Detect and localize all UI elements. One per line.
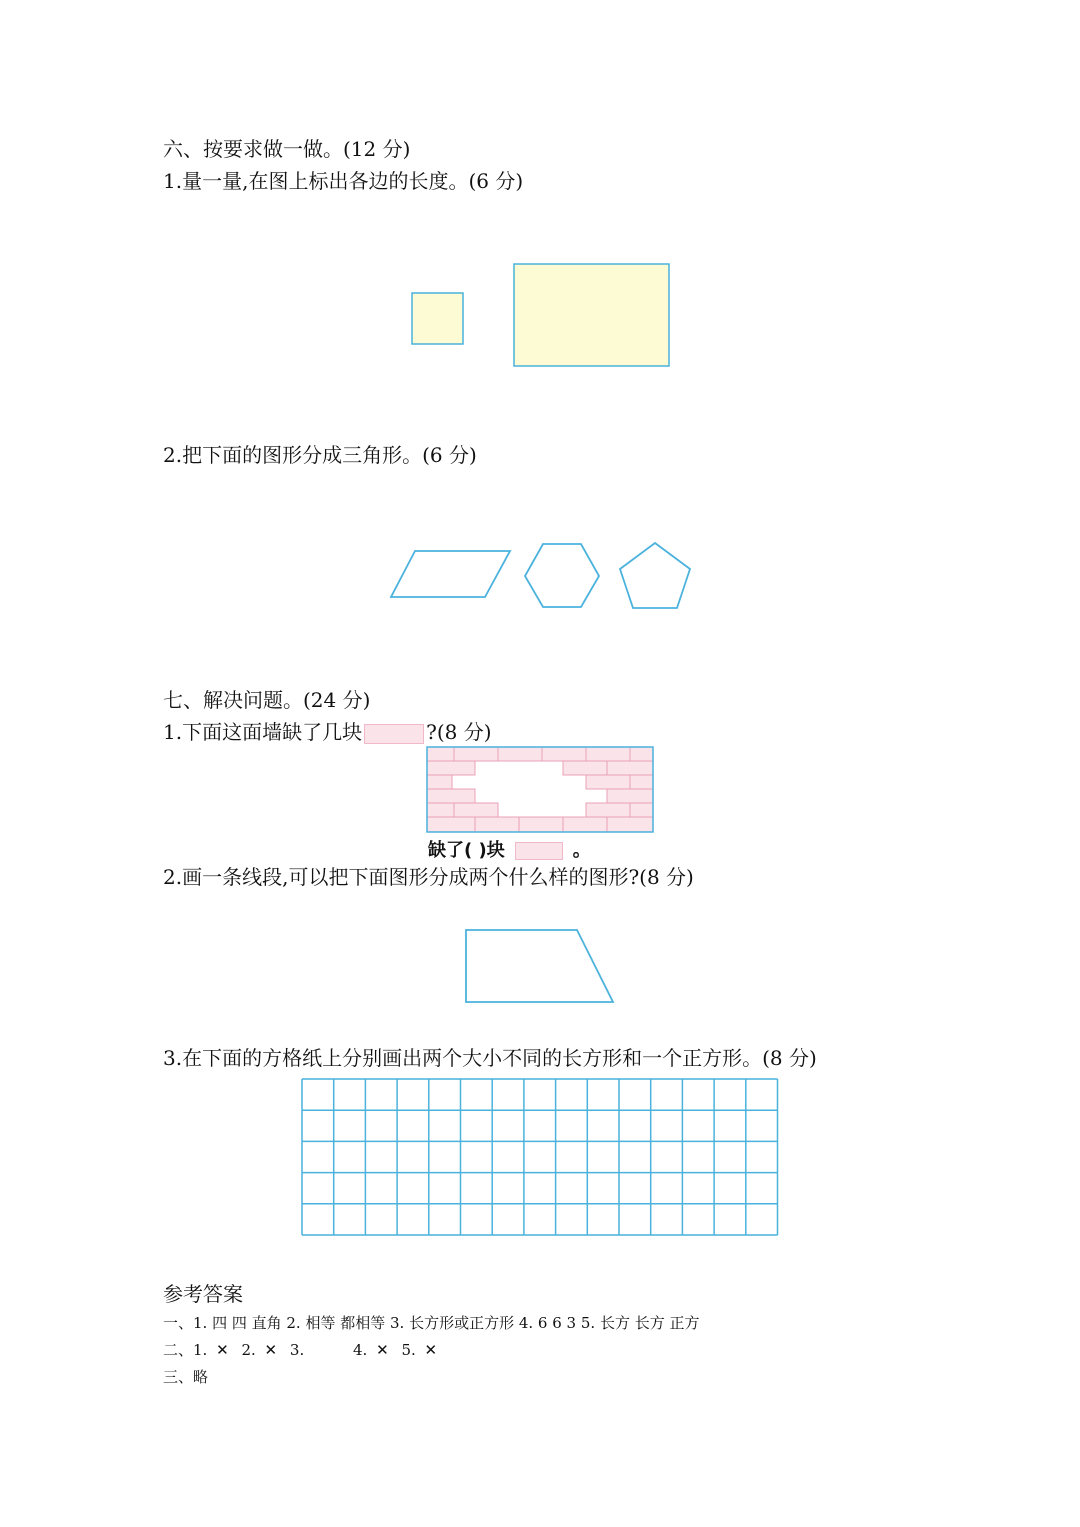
cross-icon: ✕ — [216, 1341, 229, 1359]
cross-icon: ✕ — [264, 1341, 278, 1359]
section7-question3: 3.在下面的方格纸上分别画出两个大小不同的长方形和一个正方形。(8 分) — [163, 1046, 817, 1070]
answer2-item1: 二、1. — [163, 1341, 208, 1359]
answer2-item3: 3. — [289, 1341, 305, 1359]
question1-text: 1.下面这面墙缺了几块 — [163, 720, 363, 744]
cross-icon: ✕ — [424, 1341, 438, 1359]
section7-title: 七、解决问题。(24 分) — [163, 688, 371, 712]
answer2-item2: 2. — [241, 1341, 256, 1359]
answer2-item4: 4. — [353, 1341, 368, 1359]
answers-line2 — [163, 1340, 445, 1360]
answers-line3: 三、略 — [163, 1368, 209, 1386]
cross-icon: ✕ — [376, 1341, 389, 1359]
section6-question2: 2.把下面的图形分成三角形。(6 分) — [163, 443, 477, 467]
section6-title: 六、按要求做一做。(12 分) — [163, 137, 411, 161]
section7-question2: 2.画一条线段,可以把下面图形分成两个什么样的图形?(8 分) — [163, 865, 694, 889]
section6-question1: 1.量一量,在图上标出各边的长度。(6 分) — [163, 169, 524, 193]
question1-score: ?(8 分) — [426, 720, 492, 744]
answers-title: 参考答案 — [163, 1282, 243, 1306]
answer-period: 。 — [572, 840, 591, 861]
answer-blank-text: 缺了( )块 — [428, 840, 505, 861]
answers-line1: 一、1. 四 四 直角 2. 相等 都相等 3. 长方形或正方形 4. 6 6 3 5. 长方 长方 正方 — [163, 1314, 700, 1332]
answer2-item5: 5. — [401, 1341, 416, 1359]
